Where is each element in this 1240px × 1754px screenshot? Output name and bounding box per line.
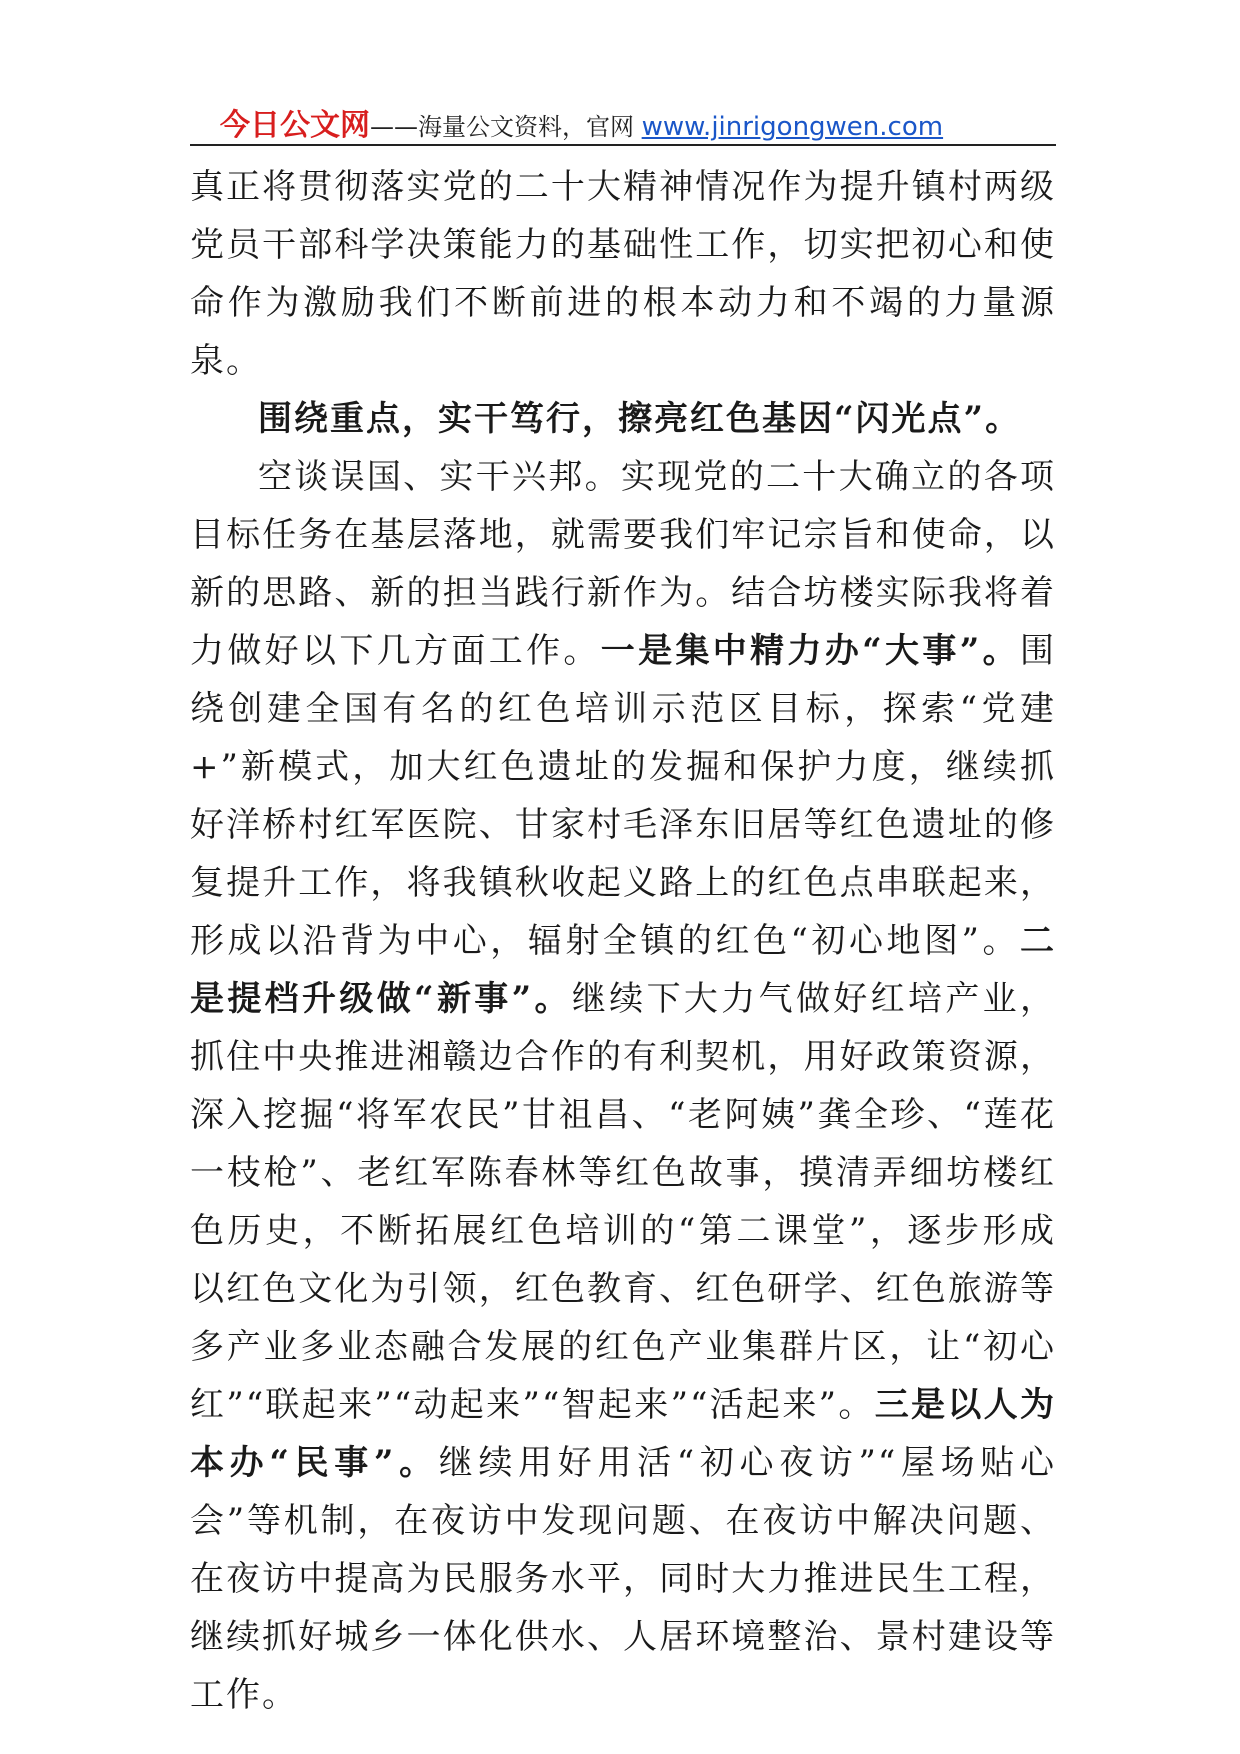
point-three-text: 继续用好用活“初心夜访”“屋场贴心会”等机制，在夜访中发现问题、在夜访中解决问题、在夜访中提高为民服务水平，同时大力推进民生工程，继续抓好城乡一体化供水、人居环境整治、景村建设等工作。 bbox=[190, 1443, 1056, 1715]
page-header bbox=[190, 98, 1056, 146]
header-tagline: ——海量公文资料，官网 bbox=[370, 113, 642, 141]
site-brand: 今日公文网 bbox=[220, 108, 370, 143]
site-url-link[interactable]: www.jinrigongwen.com bbox=[641, 112, 944, 142]
paragraph-intro: 空谈误国、实干兴邦。实现党的二十大确立的各项目标任务在基层落地，就需要我们牢记宗旨和使命，以新的思路、新的担当践行新作为。结合坊楼实际我将着力做好以下几方面工作。 bbox=[190, 457, 1056, 671]
document-body bbox=[190, 158, 1056, 1724]
paragraph-main bbox=[190, 448, 1056, 1724]
point-three-title: 三是以人为本办“民事”。 bbox=[190, 1385, 1057, 1483]
point-one-title: 一是集中精力办“大事”。 bbox=[600, 631, 1020, 671]
header-line bbox=[220, 100, 943, 144]
section-heading: 围绕重点，实干笃行，擦亮红色基因“闪光点”。 bbox=[258, 399, 1022, 439]
point-two-text: 继续下大力气做好红培产业，抓住中央推进湘赣边合作的有利契机，用好政策资源，深入挖掘“将军农民”甘祖昌、“老阿姨”龚全珍、“莲花一枝枪”、老红军陈春林等红色故事，摸清弄细坊楼红色历史，不断拓展红色培训的“第二课堂”，逐步形成以红色文化为引领，红色教育、红色研学、红色旅游等多产业多业态融合发展的红色产业集群片区，让“初心红”“联起来”“动起来”“智起来”“活起来”。 bbox=[190, 979, 1056, 1425]
point-two-title: 二是提档升级做“新事”。 bbox=[190, 921, 1056, 1019]
point-one-text: 围绕创建全国有名的红色培训示范区目标，探索“党建+”新模式，加大红色遗址的发掘和保护力度，继续抓好洋桥村红军医院、甘家村毛泽东旧居等红色遗址的修复提升工作，将我镇秋收起义路上的红色点串联起来，形成以沿背为中心，辐射全镇的红色“初心地图”。 bbox=[190, 631, 1056, 961]
paragraph-continuation: 真正将贯彻落实党的二十大精神情况作为提升镇村两级党员干部科学决策能力的基础性工作，切实把初心和使命作为激励我们不断前进的根本动力和不竭的力量源泉。 bbox=[190, 167, 1056, 381]
